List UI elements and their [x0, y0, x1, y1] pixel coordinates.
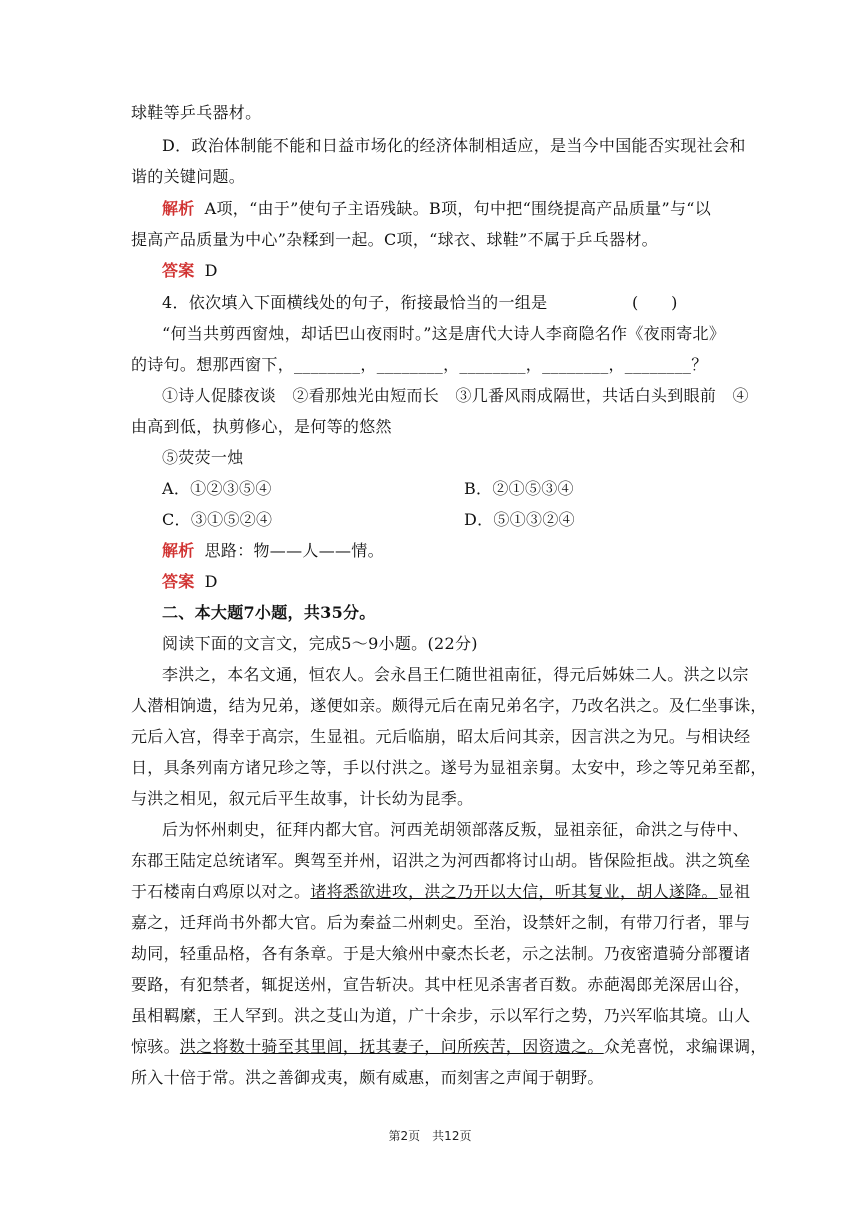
answer-text: D — [204, 261, 218, 280]
options-row — [162, 479, 762, 499]
passage-text: 惊骇。 — [131, 1037, 180, 1056]
answer-bracket: ( ) — [632, 293, 678, 312]
options-row — [162, 510, 762, 530]
page-footer: 第2页 共12页 — [388, 1129, 472, 1143]
option-a: A．①②③⑤④ — [162, 479, 272, 498]
passage-line: 李洪之，本名文通，恒农人。会永昌王仁随世祖南征，得元后姊妹二人。洪之以宗 — [162, 665, 749, 684]
analysis-label: 解析 — [162, 541, 195, 560]
text-line: 谐的关键问题。 — [131, 167, 246, 186]
option-d: D．⑤①③②④ — [464, 510, 575, 529]
reading-instruction: 阅读下面的文言文，完成5～9小题。(22分) — [162, 634, 478, 653]
analysis-line — [162, 199, 762, 219]
passage-line — [131, 1037, 767, 1057]
passage-text: 显祖 — [717, 882, 751, 901]
answer-text: D — [204, 572, 218, 591]
answer-line — [162, 261, 762, 281]
option-b: B．②①⑤③④ — [464, 479, 574, 498]
option-c: C．③①⑤②④ — [162, 510, 273, 529]
analysis-text: 思路：物——人——情。 — [204, 541, 384, 560]
passage-line: 日，具条列南方诸兄珍之等，手以付洪之。遂号为显祖亲舅。太安中，珍之等兄弟至都， — [131, 758, 767, 777]
text-line: 球鞋等乒乓器材。 — [131, 103, 262, 122]
analysis-text: A项，“由于”使句子主语残缺。B项，句中把“围绕提高产品质量”与“以 — [204, 199, 712, 218]
passage-line: 嘉之，迁拜尚书外都大官。后为秦益二州刺史。至治，设禁奸之制，有带刀行者，罪与 — [131, 913, 751, 932]
question-4 — [162, 293, 762, 313]
passage-line: 与洪之相见，叙元后平生故事，计长幼为昆季。 — [131, 789, 474, 808]
passage-text: 于石楼南白鸡原以对之。 — [131, 882, 311, 901]
passage-line: 劫同，轻重品格，各有条章。于是大飨州中豪杰长老，示之法制。乃夜密遣骑分部覆诸 — [131, 944, 751, 963]
answer-line — [162, 572, 762, 592]
option-d-text: D．政治体制能不能和日益市场化的经济体制相适应，是当今中国能否实现社会和 — [162, 136, 746, 155]
text-line: ⑤荧荧一烛 — [162, 448, 244, 467]
passage-line — [131, 882, 751, 902]
text-line: 提高产品质量为中心”杂糅到一起。C项，“球衣、球鞋”不属于乒乓器材。 — [131, 230, 658, 249]
passage-line: 后为怀州刺史，征拜内都大官。河西羌胡领部落反叛，显祖亲征，命洪之与侍中、 — [162, 820, 749, 839]
text-line: ①诗人促膝夜谈 ②看那烛光由短而长 ③几番风雨成隔世，共话白头到眼前 ④ — [162, 386, 749, 405]
passage-text: 众羌喜悦，求编课调， — [603, 1037, 767, 1056]
passage-line: 人潜相饷遗，结为兄弟，遂便如亲。颇得元后在南兄弟名字，乃改名洪之。及仁坐事诛， — [131, 696, 767, 715]
passage-line: 要路，有犯禁者，辄捉送州，宣告斩决。其中枉见杀害者百数。赤葩渴郎羌深居山谷， — [131, 975, 751, 994]
section-heading: 二、本大题7小题，共35分。 — [162, 603, 376, 622]
text-line: 的诗句。想那西窗下，________，________，________，________，________？ — [131, 355, 708, 374]
question-text: 4．依次填入下面横线处的句子，衔接最恰当的一组是 — [162, 293, 548, 312]
underlined-sentence: 洪之将数十骑至其里闾，抚其妻子，问所疾苦，因资遗之。 — [179, 1037, 604, 1056]
answer-label: 答案 — [162, 572, 195, 591]
passage-line: 元后入宫，得幸于高宗，生显祖。元后临崩，昭太后问其亲，因言洪之为兄。与相诀经 — [131, 727, 751, 746]
answer-label: 答案 — [162, 261, 195, 280]
analysis-line — [162, 541, 762, 561]
text-line: 由高到低，执剪修心，是何等的悠然 — [131, 417, 392, 436]
passage-line: 东郡王陆定总统诸军。舆驾至并州，诏洪之为河西都将讨山胡。皆保险拒战。洪之筑垒 — [131, 851, 751, 870]
text-line: “何当共剪西窗烛，却话巴山夜雨时。”这是唐代大诗人李商隐名作《夜雨寄北》 — [162, 324, 726, 343]
passage-line: 所入十倍于常。洪之善御戎夷，颇有威惠，而刻害之声闻于朝野。 — [131, 1068, 604, 1087]
underlined-sentence: 诸将悉欲进攻，洪之乃开以大信，听其复业，胡人遂降。 — [310, 882, 718, 901]
analysis-label: 解析 — [162, 199, 195, 218]
passage-line: 虽相羁縻，王人罕到。洪之芟山为道，广十余步，示以军行之势，乃兴军临其境。山人 — [131, 1006, 751, 1025]
